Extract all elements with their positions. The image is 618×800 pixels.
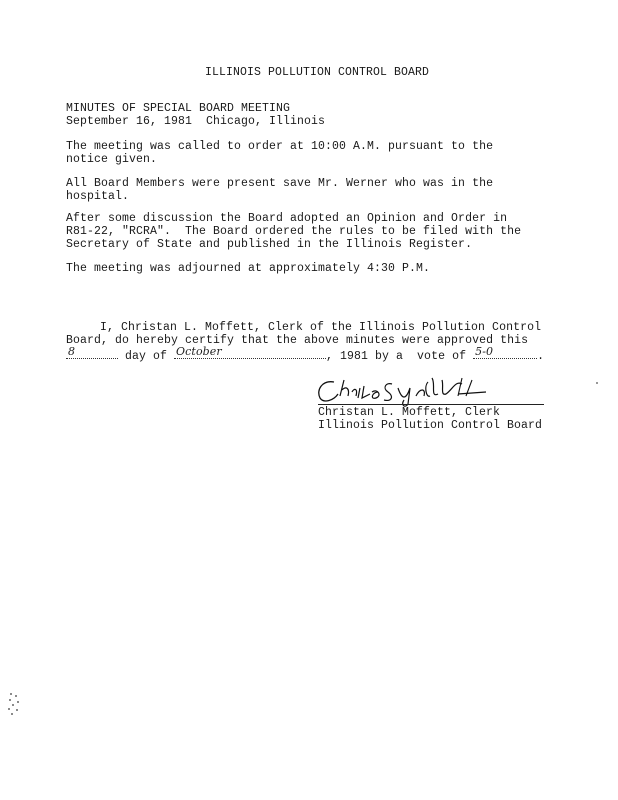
paragraph-opinion-line-1: After some discussion the Board adopted an Opinion and Order in — [66, 212, 508, 225]
paragraph-attendance-line-1: All Board Members were present save Mr. Werner who was in the — [66, 177, 494, 190]
day-of-label: day of — [125, 350, 168, 363]
scan-speck — [596, 382, 598, 384]
paragraph-opinion-line-3: Secretary of State and published in the Illinois Register. — [66, 238, 473, 251]
signatory-name: Christan L. Moffett, Clerk — [318, 406, 501, 419]
vote-blank — [473, 347, 537, 359]
signature-image — [312, 374, 512, 408]
board-heading: ILLINOIS POLLUTION CONTROL BOARD — [205, 66, 430, 79]
day-blank — [66, 347, 118, 359]
paragraph-call-to-order-line-1: The meeting was called to order at 10:00 A.M. pursuant to the — [66, 140, 494, 153]
certification-line-2: Board, do hereby certify that the above minutes were approved this — [66, 334, 529, 347]
signatory-title: Illinois Pollution Control Board — [318, 419, 543, 432]
paragraph-call-to-order-line-2: notice given. — [66, 153, 158, 166]
handwritten-day: 8 — [68, 345, 76, 358]
certification-line-1: I, Christan L. Moffett, Clerk of the Illinois Pollution Control — [100, 321, 542, 334]
meeting-date-location: September 16, 1981 Chicago, Illinois — [66, 115, 326, 128]
year-vote-label: , 1981 by a vote of — [326, 350, 467, 363]
paragraph-attendance-line-2: hospital. — [66, 190, 130, 203]
signature-line — [318, 404, 544, 405]
paragraph-adjourned: The meeting was adjourned at approximately 4:30 P.M. — [66, 262, 431, 275]
paragraph-opinion-line-2: R81-22, "RCRA". The Board ordered the rules to be filed with the — [66, 225, 522, 238]
handwritten-month: October — [176, 345, 222, 358]
minutes-title: MINUTES OF SPECIAL BOARD MEETING — [66, 102, 291, 115]
handwritten-vote: 5-0 — [475, 345, 494, 358]
scan-mark-icon — [6, 690, 24, 716]
month-blank — [174, 347, 326, 359]
certification-line-3: 8 day of October , 1981 by a vote of 5-0 . — [68, 345, 545, 363]
